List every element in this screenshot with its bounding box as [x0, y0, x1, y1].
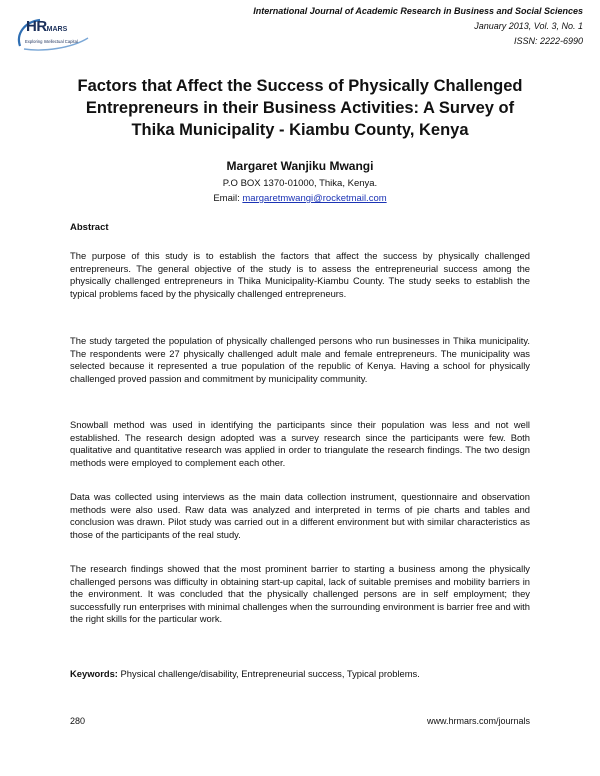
author-email-line [0, 193, 600, 204]
title-line: Entrepreneurs in their Business Activities: A Survey of [85, 99, 515, 117]
journal-header [253, 4, 583, 49]
abstract-paragraph: The study targeted the population of physically challenged persons who run businesses in Thika municipality. The respondents were 27 physically challenged adult male and female entrepreneurs. The municipality was selected because it represented a true population of the republic of Kenya. Having a school for physically challenged proved passion and commitment by municipality community. [70, 335, 530, 384]
page-number: 280 [70, 716, 86, 726]
email-label: Email: [213, 193, 240, 204]
keywords-text: Physical challenge/disability, Entrepreneurial success, Typical problems. [120, 668, 420, 679]
title-line: Thika Municipality - Kiambu County, Kenya [131, 121, 469, 139]
abstract-paragraph: The purpose of this study is to establish the factors that affect the success by physically challenged entrepreneurs. The general objective of the study is to assess the entrepreneurial success among the physically challenged entrepreneurs in Thika Municipality-Kiambu County. The study seeks to establish the typical problems faced by the physically challenged entrepreneurs. [70, 250, 530, 299]
journal-issn: ISSN: 2222-6990 [513, 36, 583, 46]
keywords [70, 668, 530, 679]
paper-title [60, 75, 540, 141]
publisher-logo [14, 16, 94, 56]
email-link[interactable]: margaretmwangi@rocketmail.com [242, 193, 387, 204]
logo-wordmark: HRMARS [26, 18, 68, 35]
abstract-heading: Abstract [70, 222, 109, 233]
author-name: Margaret Wanjiku Mwangi [226, 159, 374, 173]
journal-name: International Journal of Academic Research in Business and Social Sciences [253, 6, 583, 16]
author-address: P.O BOX 1370-01000, Thika, Kenya. [222, 178, 378, 189]
title-line: Factors that Affect the Success of Physically Challenged [77, 77, 523, 95]
journal-url[interactable]: www.hrmars.com/journals [426, 716, 530, 726]
abstract-paragraph: Data was collected using interviews as the main data collection instrument, questionnaire and observation methods were also used. Raw data was analyzed and interpreted in terms of pie charts and tables and conclusion was drawn. Pilot study was carried out in a different environment but with similar characteristics as those of the participants of the real study. [70, 491, 530, 540]
abstract-paragraph: Snowball method was used in identifying the participants since their population was less and not well established. The research design adopted was a survey research since the participants were few. Both qualitative and quantitative research was applied in order to triangulate the research findings. The two design methods were employed to complement each other. [70, 419, 530, 468]
keywords-label: Keywords: [70, 668, 118, 679]
journal-issue: January 2013, Vol. 3, No. 1 [474, 21, 583, 31]
logo-tagline: Exploring Intellectual Capital [25, 39, 78, 44]
abstract-paragraph: The research findings showed that the most prominent barrier to starting a business among the physically challenged persons was difficulty in obtaining start-up capital, lack of suitable premises and mobility barriers in the environment. It was concluded that the physically challenged persons are in self employment; they successfully run enterprises with minimal challenges when the surrounding environment is barrier free and with the right skills for the particular work. [70, 563, 530, 624]
